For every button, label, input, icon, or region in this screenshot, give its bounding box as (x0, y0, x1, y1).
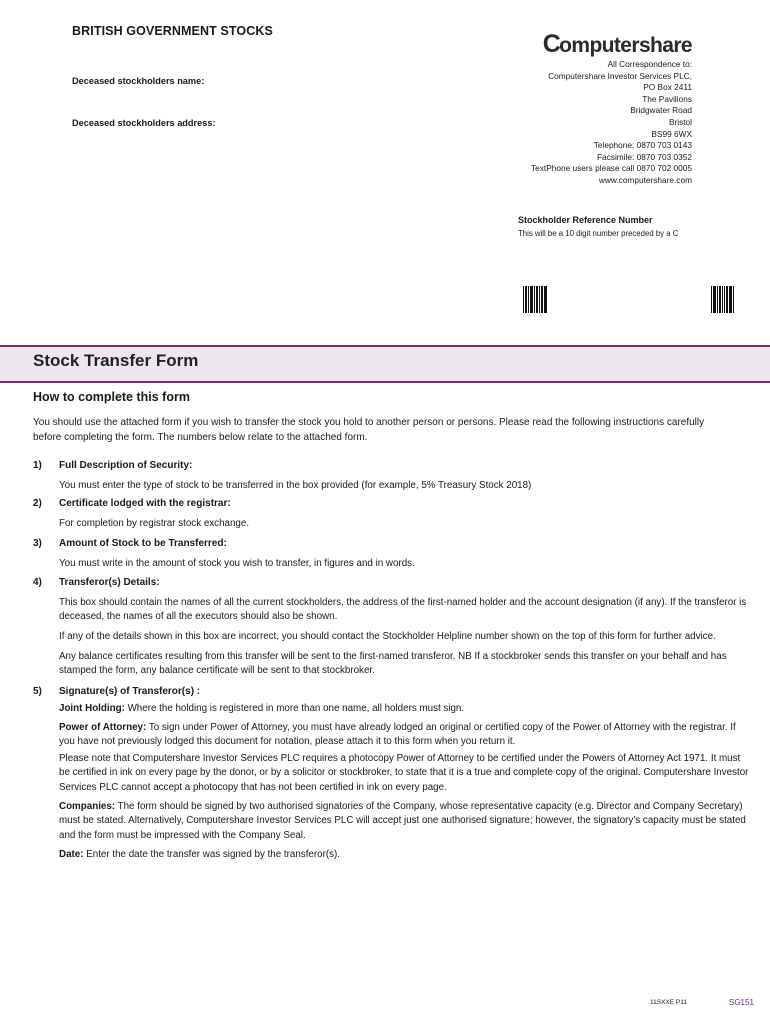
companies-label: Companies: (59, 801, 116, 812)
section-number: 3) (33, 538, 42, 549)
footer-form-number: SG151 (729, 998, 754, 1007)
form-title: Stock Transfer Form (33, 351, 199, 370)
joint-holding-text: Joint Holding: Where the holding is registered in more than one name, all holders must sign. (59, 703, 465, 714)
textphone-line: TextPhone users please call 0870 702 0005 (531, 163, 692, 174)
section-heading: Transferor(s) Details: (59, 577, 160, 588)
section-text: Any balance certificates resulting from this transfer will be sent to the first-named transferor. NB If a stockbroker sends this transfer on your behalf and has stamped the form, any balance certificate will be sent to that stockbroker. (59, 651, 727, 677)
power-of-attorney-label: Power of Attorney: (59, 722, 147, 733)
section-heading: Certificate lodged with the registrar: (59, 498, 231, 509)
form-subtitle: How to complete this form (33, 390, 190, 404)
address-line: Computershare Investor Services PLC, (548, 70, 692, 81)
telephone-line: Telephone: 0870 703 0143 (593, 140, 692, 151)
section-text: You must write in the amount of stock you wish to transfer, in figures and in words. (59, 558, 415, 569)
section-number: 4) (33, 577, 42, 588)
section-text: This box should contain the names of all the current stockholders, the address of the first-named holder and the account designation (if any). If the transferor is deceased, the names of all the executors should also be shown. (59, 597, 747, 623)
address-line: BS99 6WX (651, 128, 692, 139)
power-of-attorney-note: Please note that Computershare Investor Services PLC requires a photocopy Power of Attorney to be certified under the Powers of Attorney Act 1971. It must be certified in ink on every page by the donor, or by a solicitor or stockbroker, to state that it is a true and complete copy of the original. Computershare Investor Services PLC cannot accept a photocopy that has not been certified in ink on every page. (59, 753, 749, 793)
power-of-attorney-text: Power of Attorney: To sign under Power of Attorney, you must have already lodged an original or certified copy of the Power of Attorney with the registrar. If you have not previously lodged this document for notation, please attach it to this form when you return it. (59, 722, 736, 748)
section-heading: Amount of Stock to be Transferred: (59, 538, 227, 549)
date-label: Date: (59, 849, 84, 860)
document-title: BRITISH GOVERNMENT STOCKS (72, 24, 273, 38)
address-line: All Correspondence to: (607, 59, 692, 69)
barcode-left (523, 286, 548, 313)
date-text: Date: Enter the date the transfer was signed by the transferor(s). (59, 849, 340, 860)
deceased-address-label: Deceased stockholders address: (72, 118, 216, 128)
address-line: Bridgwater Road (630, 105, 692, 116)
section-text: If any of the details shown in this box are incorrect, you should contact the Stockholder Helpline number shown on the top of this form for further advice. (59, 631, 716, 642)
section-heading: Signature(s) of Transferor(s) : (59, 686, 201, 697)
address-line: The Pavilions (642, 93, 692, 104)
reference-note: This will be a 10 digit number preceded by a C (518, 229, 679, 238)
section-text: For completion by registrar stock exchange. (59, 518, 250, 529)
joint-holding-label: Joint Holding: (59, 703, 125, 714)
companies-text: Companies: The form should be signed by two authorised signatories of the Company, whose representative capacity (e.g. Director and Company Secretary) must be stated. Alternatively, Computershare Investor Services PLC will accept just one authorised signature; however, the signatory’s capacity must be stated and the form must be impressed with the Company Seal. (59, 801, 746, 841)
section-number: 1) (33, 460, 42, 471)
section-number: 5) (33, 686, 42, 697)
reference-heading: Stockholder Reference Number (518, 215, 653, 225)
footer-code: 11SXXE P11 (650, 999, 687, 1006)
deceased-name-label: Deceased stockholders name: (72, 76, 205, 86)
section-heading: Full Description of Security: (59, 460, 193, 471)
section-text: You must enter the type of stock to be transferred in the box provided (for example, 5% Treasury Stock 2018) (59, 480, 532, 491)
address-line: Bristol (668, 116, 692, 127)
barcode-right (711, 286, 735, 313)
intro-paragraph: You should use the attached form if you wish to transfer the stock you hold to another person or persons. Please read the following instructions carefully before completing the form. The numbers below relate to the attached form. (33, 417, 705, 443)
logo-text: omputershare (559, 34, 692, 57)
logo-initial: C (542, 30, 561, 58)
correspondence-address (531, 59, 692, 187)
address-line: PO Box 2411 (643, 82, 692, 93)
facsimile-line: Facsimile: 0870 703 0352 (596, 151, 692, 162)
website-line: www.computershare.com (598, 174, 692, 185)
section-number: 2) (33, 498, 42, 509)
computershare-logo (543, 30, 692, 59)
